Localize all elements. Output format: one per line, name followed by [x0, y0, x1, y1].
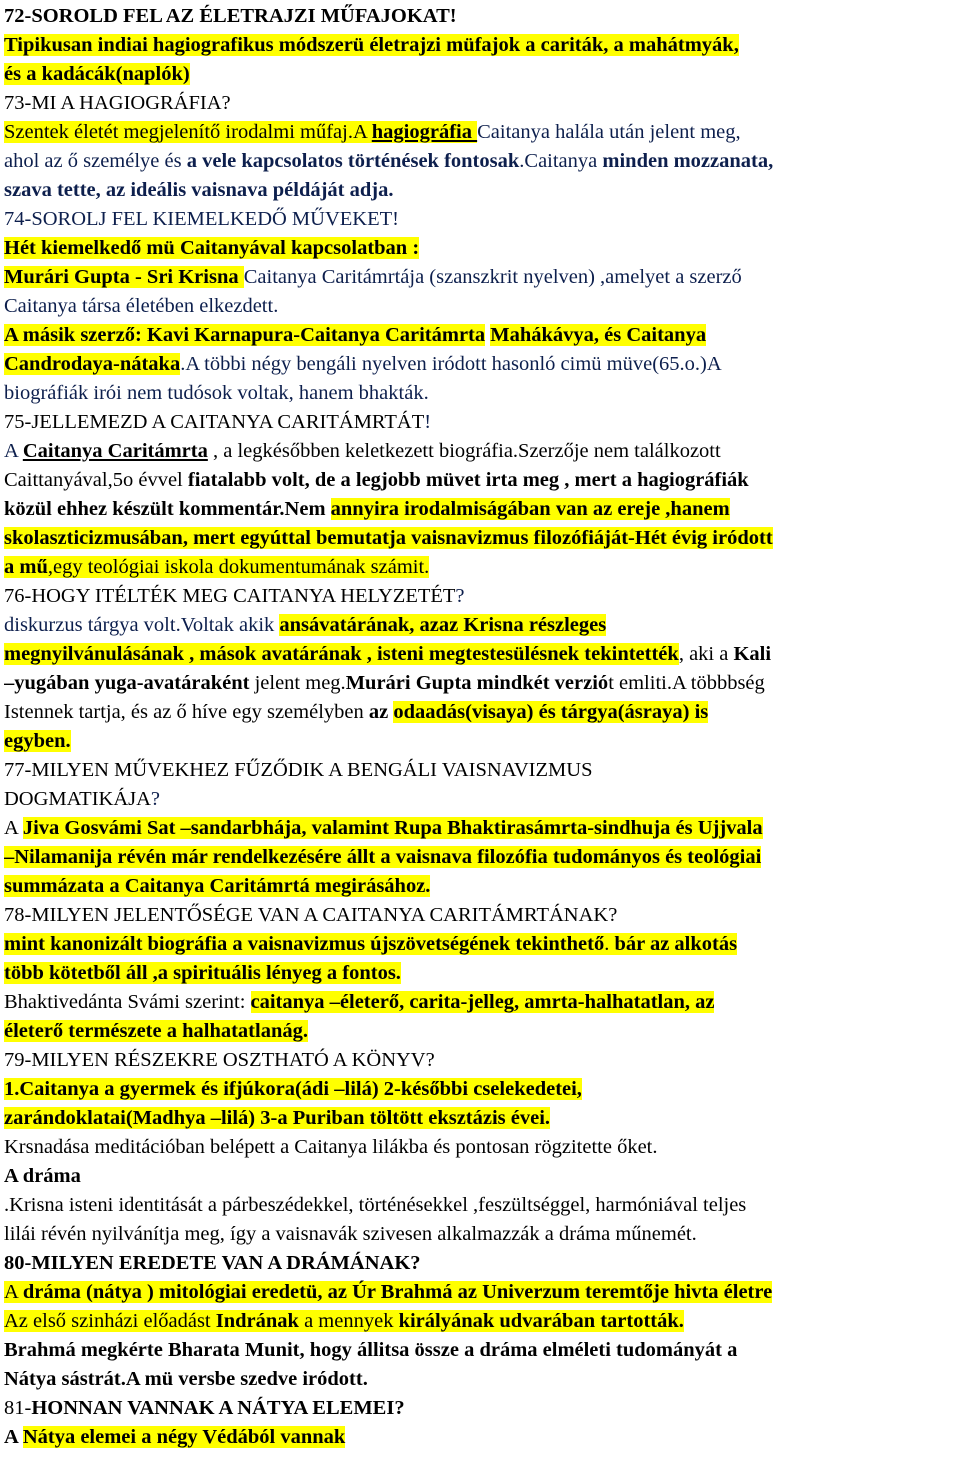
answer-77-line-3: summázata a Caitanya Caritámrtá megirásához.: [4, 875, 431, 897]
answer-78-line-4: életerő természete a halhatatlanág.: [4, 1020, 308, 1042]
question-78: 78-MILYEN JELENTŐSÉGE VAN A CAITANYA CARITÁMRTÁNAK?: [4, 904, 618, 926]
answer-72-line-1: Tipikusan indiai hagiografikus módszerü életrajzi müfajok a cariták, a mahátmyák,: [4, 34, 739, 56]
answer-75-line-3: közül ehhez készült kommentár.Nem annyira irodalmiságában van az ereje ,hanem: [4, 498, 730, 520]
answer-79-line-1: 1.Caitanya a gyermek és ifjúkora(ádi –lilá) 2-későbbi cselekedetei,: [4, 1078, 582, 1100]
answer-72-line-2: és a kadácák(naplók): [4, 63, 190, 85]
answer-76-line-4: Istennek tartja, és az ő híve egy személyben az odaadás(visaya) és tárgya(ásraya) is: [4, 701, 709, 723]
answer-74-line-1: Hét kiemelkedő mü Caitanyával kapcsolatban :: [4, 237, 420, 259]
question-73: 73-MI A HAGIOGRÁFIA?: [4, 92, 231, 114]
answer-77-line-1: A Jiva Gosvámi Sat –sandarbhája, valamint Rupa Bhaktirasámrta-sindhuja és Ujjvala: [4, 817, 763, 839]
answer-73-line-1: Szentek életét megjelenítő irodalmi műfaj.A hagiográfia Caitanya halála után jelent meg,: [4, 121, 741, 143]
answer-75-line-5: a mű,egy teológiai iskola dokumentumának számit.: [4, 556, 430, 578]
answer-78-line-2: több kötetből áll ,a spirituális lényeg a fontos.: [4, 962, 401, 984]
answer-79-line-2: zarándoklatai(Madhya –lilá) 3-a Puriban töltött eksztázis évei.: [4, 1107, 551, 1129]
question-81: 81-HONNAN VANNAK A NÁTYA ELEMEI?: [4, 1397, 405, 1419]
answer-74-line-6: biográfiák irói nem tudósok voltak, hanem bhakták.: [4, 382, 429, 404]
answer-75-line-1: A Caitanya Caritámrta , a legkésőbben keletkezett biográfia.Szerzője nem találkozott: [4, 440, 721, 462]
question-80: 80-MILYEN EREDETE VAN A DRÁMÁNAK?: [4, 1252, 421, 1274]
answer-73-line-2: ahol az ő személye és a vele kapcsolatos történések fontosak.Caitanya minden mozzanata,: [4, 150, 774, 172]
answer-74-line-4: A másik szerző: Kavi Karnapura-Caitanya Caritámrta Mahákávya, és Caitanya: [4, 324, 707, 346]
answer-80-line-4: Nátya sástrát.A mü versbe szedve iródott.: [4, 1368, 368, 1390]
answer-77-line-2: –Nilamanija révén már rendelkezésére állt a vaisnava filozófia tudományos és teológiai: [4, 846, 762, 868]
answer-80-line-2: Az első szinházi előadást Indrának a mennyek királyának udvarában tartották.: [4, 1310, 684, 1332]
answer-74-line-3: Caitanya társa életében elkezdett.: [4, 295, 279, 317]
question-75: 75-JELLEMEZD A CAITANYA CARITÁMRTÁT!: [4, 411, 432, 433]
question-74: 74-SOROLJ FEL KIEMELKEDŐ MŰVEKET!: [4, 208, 399, 230]
answer-75-line-2: Caittanyával,5o évvel fiatalabb volt, de a legjobb müvet irta meg , mert a hagiográfiák: [4, 469, 749, 491]
answer-76-line-5: egyben.: [4, 730, 71, 752]
answer-73-line-3: szava tette, az ideális vaisnava példáját adja.: [4, 179, 394, 201]
drama-paragraph-line-2: lilái révén nyilvánítja meg, így a vaisnavák szivesen alkalmazzák a dráma műnemét.: [4, 1223, 697, 1245]
question-77-line-2: DOGMATIKÁJA?: [4, 788, 161, 810]
answer-78-line-3: Bhaktivedánta Svámi szerint: caitanya –életerő, carita-jelleg, amrta-halhatatlan, az: [4, 991, 715, 1013]
answer-76-line-2: megnyilvánulásának , mások avatárának , isteni megtestesülésnek tekintették, aki a Kali: [4, 643, 772, 665]
question-79: 79-MILYEN RÉSZEKRE OSZTHATÓ A KÖNYV?: [4, 1049, 435, 1071]
document-page: [4, 2, 959, 1452]
question-76: 76-HOGY ITÉLTÉK MEG CAITANYA HELYZETÉT?: [4, 585, 465, 607]
answer-78-line-1: mint kanonizált biográfia a vaisnavizmus újszövetségének tekinthető. bár az alkotás: [4, 933, 738, 955]
answer-74-line-5: Candrodaya-nátaka.A többi négy bengáli nyelven iródott hasonló cimü müve(65.o.)A: [4, 353, 722, 375]
answer-79-line-3: Krsnadása meditációban belépett a Caitanya lilákba és pontosan rögzitette őket.: [4, 1136, 658, 1158]
answer-76-line-1: diskurzus tárgya volt.Voltak akik ansávatárának, azaz Krisna részleges: [4, 614, 607, 636]
subheading-drama: A dráma: [4, 1165, 81, 1187]
answer-81: A Nátya elemei a négy Védából vannak: [4, 1426, 346, 1448]
answer-80-line-3: Brahmá megkérte Bharata Munit, hogy állitsa össze a dráma elméleti tudományát a: [4, 1339, 738, 1361]
answer-74-line-2: Murári Gupta - Sri Krisna Caitanya Caritámrtája (szanszkrit nyelven) ,amelyet a szerző: [4, 266, 742, 288]
question-77-line-1: 77-MILYEN MŰVEKHEZ FŰZŐDIK A BENGÁLI VAISNAVIZMUS: [4, 759, 593, 781]
drama-paragraph-line-1: .Krisna isteni identitását a párbeszédekkel, történésekkel ,feszültséggel, harmóniával teljes: [4, 1194, 747, 1216]
question-72: 72-SOROLD FEL AZ ÉLETRAJZI MŰFAJOKAT!: [4, 5, 457, 27]
answer-76-line-3: –yugában yuga-avatáraként jelent meg.Murári Gupta mindkét verziót emliti.A többbség: [4, 672, 765, 694]
answer-75-line-4: skolaszticizmusában, mert egyúttal bemutatja vaisnavizmus filozófiáját-Hét évig iródott: [4, 527, 773, 549]
answer-80-line-1: A dráma (nátya ) mitológiai eredetü, az Úr Brahmá az Univerzum teremtője hivta életre: [4, 1281, 773, 1303]
